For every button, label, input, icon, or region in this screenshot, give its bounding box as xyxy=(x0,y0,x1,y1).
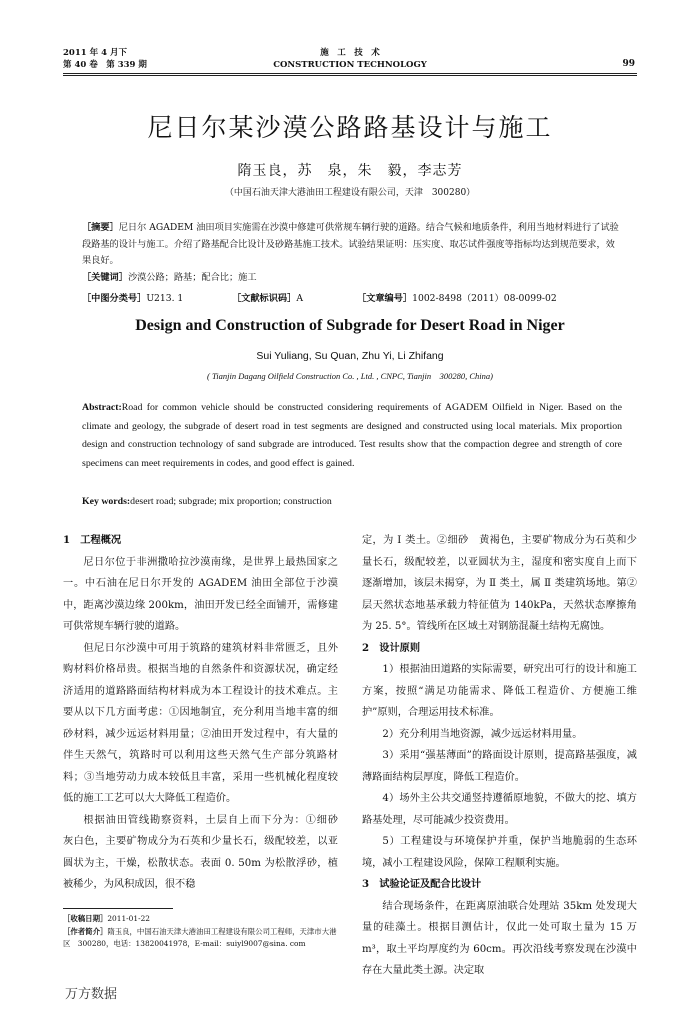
body-column-right xyxy=(362,530,637,982)
issue-date: 2011 年 4 月下 xyxy=(63,48,127,58)
section-heading-1: 1 工程概况 xyxy=(63,534,122,546)
clc-number: ［中图分类号］U213. 1 xyxy=(82,293,184,304)
paper-title-cn: 尼日尔某沙漠公路路基设计与施工 xyxy=(147,113,553,142)
volume-issue: 第 40 卷 第 339 期 xyxy=(63,60,147,70)
footnote-rule xyxy=(63,908,173,909)
journal-name-cn: 施 工 技 术 xyxy=(320,48,380,58)
paragraph: 3）采用“强基薄面”的路面设计原则，提高路基强度，减薄路面结构层厚度，降低工程造价。 xyxy=(362,750,637,783)
affiliation-cn: （中国石油天津大港油田工程建设有限公司，天津 300280） xyxy=(224,188,476,198)
journal-name-en: CONSTRUCTION TECHNOLOGY xyxy=(273,60,427,70)
page-number: 99 xyxy=(622,59,635,69)
keywords-cn-text: 沙漠公路；路基；配合比；施工 xyxy=(127,272,257,283)
keywords-cn xyxy=(82,270,622,287)
section-heading-2: 2 设计原则 xyxy=(362,641,421,654)
running-header-left xyxy=(63,47,147,71)
paper-title-en: Design and Construction of Subgrade for Desert Road in Niger xyxy=(135,317,565,334)
paragraph: 2）充分利用当地资源，减少远运材料用量。 xyxy=(382,728,583,740)
footnote xyxy=(63,913,341,951)
paragraph: 1）根据油田道路的实际需要，研究出可行的设计和施工方案，按照“满足功能需求、降低工程造价、方便施工维护”原则，合理运用技术标准。 xyxy=(362,664,637,718)
body-column-left xyxy=(63,530,349,896)
authors-cn: 隋玉良，苏 泉，朱 毅，李志芳 xyxy=(237,163,463,179)
keywords-en-label: Key words: xyxy=(82,496,131,507)
abstract-cn-text: 尼日尔 AGADEM 油田项目实施需在沙漠中修建可供常规车辆行驶的道路。结合气候和地质条件，利用当地材料进行了试验段路基的设计与施工。介绍了路基配合比设计及砂路基施工技术。试验结果证明：压实度、取芯试件强度等指标均达到规范要求，效果良好。 xyxy=(82,222,619,266)
author-bio: ［作者简介］隋玉良，中国石油天津大港油田工程建设有限公司工程师，天津市大港区 300280，电话：13820041978，E-mail：suiyl9007@sina. com xyxy=(63,926,337,948)
received-date: ［收稿日期］2011-01-22 xyxy=(63,914,150,923)
running-header-center xyxy=(250,47,450,71)
paragraph-continued: 定，为 Ⅰ 类土。②细砂 黄褐色，主要矿物成分为石英和少量长石，级配较差，以亚圆状为主，湿度和密实度自上而下逐渐增加，该层未揭穿，为 Ⅱ 类土，属 Ⅱ 类建筑场地。第②层天然状态地基承载力特征值为 140kPa，天然状态摩擦角为 25. 5°。管线所在区域土对钢筋混凝土结构无腐蚀。 xyxy=(362,535,637,632)
paragraph: 但尼日尔沙漠中可用于筑路的建筑材料非常匮乏，且外购材料价格昂贵。根据当地的自然条件和资源状况，确定经济适用的道路路面结构材料成为本工程设计的技术难点。主要从以下几方面考虑：①因地制宜，充分利用当地丰富的细砂材料，减少远运材料用量；②油田开发过程中，有大量的伴生天然气，筑路时可以利用这些天然气生产部分筑路材料；③当地劳动力成本较低且丰富，采用一些机械化程度较低的施工工艺可以大大降低工程造价。 xyxy=(63,642,338,804)
document-code: ［文献标识码］A xyxy=(232,293,303,304)
paragraph: 5）工程建设与环境保护并重，保护当地脆弱的生态环境，减小工程建设风险，保障工程顺利实施。 xyxy=(362,836,637,869)
keywords-en xyxy=(82,496,622,507)
abstract-en-label: Abstract: xyxy=(82,402,122,413)
abstract-cn xyxy=(82,220,622,270)
paragraph: 尼日尔位于非洲撒哈拉沙漠南缘，是世界上最热国家之一。中石油在尼日尔开发的 AGADEM 油田全部位于沙漠中，距离沙漠边缘 200km，油田开发已经全面铺开，需修建可供常规车辆行驶的道路。 xyxy=(63,556,338,632)
abstract-cn-label: ［摘要］ xyxy=(82,222,119,233)
affiliation-en: ( Tianjin Dagang Oilfield Construction Co. , Ltd. , CNPC, Tianjin 300280, China) xyxy=(207,371,493,381)
article-number: ［文章编号］1002-8498（2011）08-0099-02 xyxy=(357,293,557,304)
wanfang-watermark: 万方数据 xyxy=(65,987,118,1002)
keywords-cn-label: ［关键词］ xyxy=(82,272,128,283)
header-rule-double xyxy=(63,75,637,76)
section-heading-3: 3 试验论证及配合比设计 xyxy=(362,878,482,890)
paragraph: 根据油田管线勘察资料，土层自上而下分为：①细砂 灰白色，主要矿物成分为石英和少量长石，级配较差，以亚圆状为主，干燥，松散状态。表面 0. 50m 为松散浮砂，植被稀少，为风积成因，很不稳 xyxy=(63,814,349,890)
keywords-en-text: desert road; subgrade; mix proportion; construction xyxy=(130,496,332,507)
abstract-en-text: Road for common vehicle should be constructed considering requirements of AGADEM Oilfield in Niger. Based on the climate and geology, the subgrade of desert road in test segments are designed and constructed using local materials. Mix proportion design and construction technology of sand subgrade are introduced. Test results show that the compaction degree and strength of core specimens can meet requirements in codes, and good effect is gained. xyxy=(82,402,622,469)
paragraph: 4）场外主公共交通竖持遵循原地貌，不做大的挖、填方路基处理，尽可能减少投资费用。 xyxy=(362,793,637,826)
abstract-en xyxy=(82,399,622,473)
authors-en: Sui Yuliang, Su Quan, Zhu Yi, Li Zhifang xyxy=(256,350,444,362)
paragraph: 结合现场条件，在距离原油联合处理站 35km 处发现大量的硅藻土。根据目测估计，仅此一处可取土量为 15 万 m³，取土平均厚度约为 60cm。再次沿线考察发现在沙漠中存在大量此类土源。决定取 xyxy=(362,900,637,976)
header-rule xyxy=(63,73,637,74)
